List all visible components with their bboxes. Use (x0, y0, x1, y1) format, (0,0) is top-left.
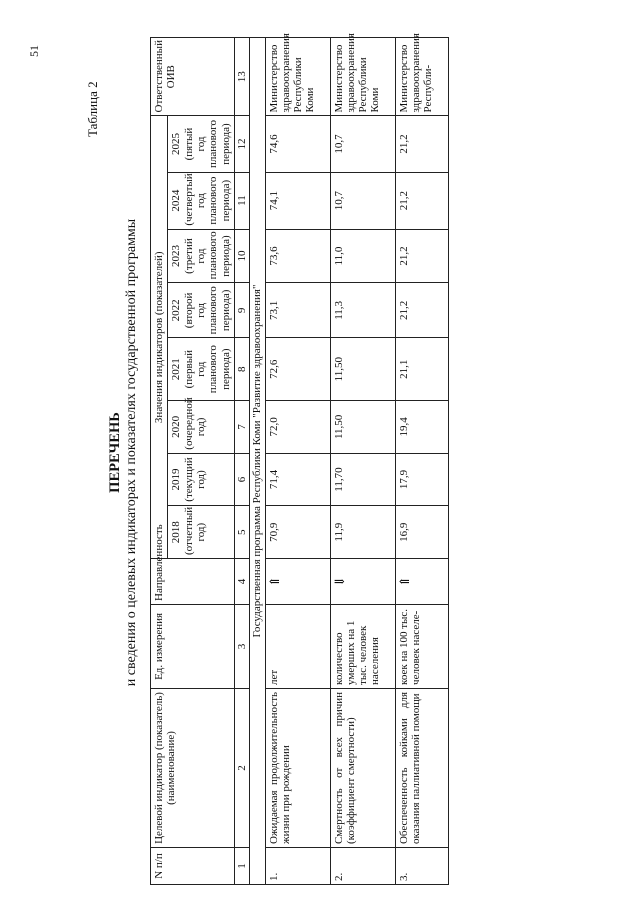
column-number: 12 (234, 116, 249, 172)
row-value: 10,7 (330, 116, 395, 172)
row-value: 10,7 (330, 172, 395, 229)
row-num: 3. (395, 848, 448, 885)
column-number: 7 (234, 401, 249, 454)
row-value: 72,6 (265, 338, 330, 401)
table-label: Таблица 2 (85, 81, 100, 137)
header-year: 2023 (третий год планового периода) (168, 229, 235, 283)
row-unit: коек на 100 тыс. человек населе- (395, 604, 448, 688)
document-title: ПЕРЕЧЕНЬ (107, 412, 123, 493)
header-responsible: Ответственный ОИВ (151, 38, 235, 117)
table-row (265, 38, 330, 885)
header-direction: Направленность (151, 559, 235, 605)
column-number: 3 (234, 604, 249, 688)
direction-down-arrow-icon: ⇓ (330, 559, 395, 605)
row-value: 21,2 (395, 172, 448, 229)
header-year: 2024 (четвертый год планового периода) (168, 172, 235, 229)
document-subtitle: и сведения о целевых индикаторах и показателях государственной программы (124, 218, 139, 687)
section-title: Государственная программа Республики Коми "Развитие здравоохранения" (250, 38, 265, 885)
header-values-group: Значения индикаторов (показателей) (151, 116, 168, 559)
column-number: 5 (234, 506, 249, 559)
row-value: 73,1 (265, 283, 330, 338)
row-unit: количество умерших на 1 тыс. человек населения (330, 604, 395, 688)
header-num: N п/п (151, 848, 235, 885)
direction-up-arrow-icon: ⇑ (395, 559, 448, 605)
header-year: 2020 (очередной год) (168, 401, 235, 454)
table-row (330, 38, 395, 885)
column-number: 6 (234, 453, 249, 506)
table-row (395, 38, 448, 885)
row-value: 21,2 (395, 283, 448, 338)
column-number: 4 (234, 559, 249, 605)
row-num: 2. (330, 848, 395, 885)
row-responsible: Министерство здравоохранения Республи- (395, 38, 448, 117)
row-value: 19,4 (395, 401, 448, 454)
row-value: 21,1 (395, 338, 448, 401)
row-value: 11,50 (330, 338, 395, 401)
header-year: 2022 (второй год планового периода) (168, 283, 235, 338)
indicators-table (150, 33, 449, 885)
row-value: 11,50 (330, 401, 395, 454)
column-number: 13 (234, 38, 249, 117)
row-num: 1. (265, 848, 330, 885)
row-value: 11,0 (330, 229, 395, 283)
column-number: 10 (234, 229, 249, 283)
row-value: 74,1 (265, 172, 330, 229)
row-value: 11,9 (330, 506, 395, 559)
header-year: 2021 (первый год планового периода) (168, 338, 235, 401)
row-value: 70,9 (265, 506, 330, 559)
header-year: 2019 (текущий год) (168, 453, 235, 506)
header-unit: Ед. измерения (151, 604, 235, 688)
section-row (250, 38, 265, 885)
row-responsible: Министерство здравоохранения Республики Коми (330, 38, 395, 117)
header-row-top (151, 38, 168, 885)
page-number: 51 (27, 45, 41, 57)
row-value: 71,4 (265, 453, 330, 506)
row-value: 16,9 (395, 506, 448, 559)
row-value: 21,2 (395, 116, 448, 172)
column-number: 2 (234, 688, 249, 847)
column-number: 9 (234, 283, 249, 338)
row-value: 73,6 (265, 229, 330, 283)
row-value: 17,9 (395, 453, 448, 506)
row-value: 11,70 (330, 453, 395, 506)
row-indicator: Смертность от всех причин (коэффициент смертности) (330, 688, 395, 847)
column-number: 11 (234, 172, 249, 229)
row-indicator: Обеспеченность койками для оказания паллиативной помощи (395, 688, 448, 847)
row-value: 11,3 (330, 283, 395, 338)
row-value: 74,6 (265, 116, 330, 172)
column-number-row (234, 38, 249, 885)
header-year: 2018 (отчетный год) (168, 506, 235, 559)
column-number: 8 (234, 338, 249, 401)
row-value: 21,2 (395, 229, 448, 283)
column-number: 1 (234, 848, 249, 885)
direction-up-arrow-icon: ⇑ (265, 559, 330, 605)
header-year: 2025 (пятый год планового периода) (168, 116, 235, 172)
header-indicator: Целевой индикатор (показатель) (наименование) (151, 688, 235, 847)
row-responsible: Министерство здравоохранения Республики Коми (265, 38, 330, 117)
row-indicator: Ожидаемая продолжительность жизни при рождении (265, 688, 330, 847)
row-value: 72,0 (265, 401, 330, 454)
row-unit: лет (265, 604, 330, 688)
